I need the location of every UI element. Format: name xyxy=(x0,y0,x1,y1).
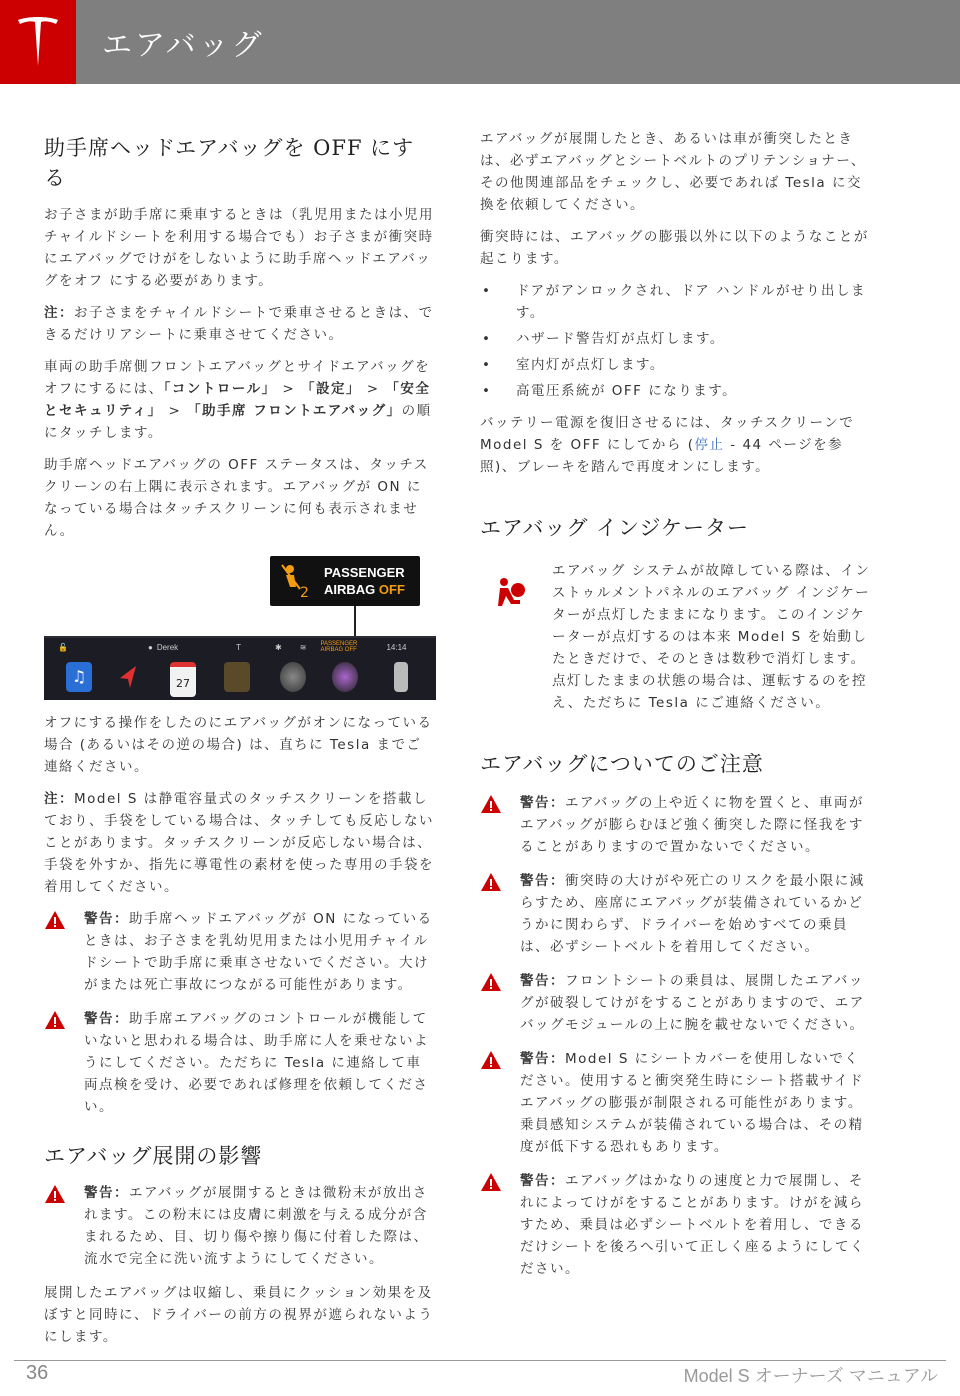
callout-pointer xyxy=(354,606,356,638)
paragraph: オフにする操作をしたのにエアバッグがオンになっている場合 (あるいはその逆の場合) は、直ちに Tesla までご連絡ください。 xyxy=(44,715,433,775)
section-heading-deployment-effects: エアバッグ展開の影響 xyxy=(44,1144,263,1168)
bluetooth-icon: ✱ xyxy=(275,642,282,652)
note xyxy=(44,302,436,346)
collision-effects-list xyxy=(480,280,872,402)
menu-passenger-airbag: 「助手席 フロントエアバッグ」 xyxy=(187,403,402,419)
warning-text xyxy=(520,870,872,958)
warning-block xyxy=(44,1182,436,1270)
callout-label xyxy=(324,564,405,598)
list-item xyxy=(480,354,872,376)
touchscreen-bar xyxy=(44,636,436,700)
svg-text:2: 2 xyxy=(300,585,309,601)
callout-line-1: PASSENGER xyxy=(324,565,405,580)
passenger-airbag-off-icon xyxy=(278,561,318,601)
warning-body: Model S にシートカバーを使用しないでください。使用すると衝突発生時にシート搭載サイド エアバッグの膨張が制限される可能性があります。乗員感知システムが装備されている場合は、その精度が低下する恐れもあります。 xyxy=(520,1051,865,1155)
note-label: 注： xyxy=(44,791,74,807)
warning-label: 警告： xyxy=(520,873,565,889)
note-text: Model S は静電容量式のタッチスクリーンを搭載しており、手袋をしている場合は、タッチしても反応しないことがあります。タッチスクリーンが反応しない場合は、手袋を外すか、指先に導電性の素材を使った専用の手袋を着用してください。 xyxy=(44,791,434,895)
list-item xyxy=(480,328,872,350)
status-bar xyxy=(44,638,436,656)
touchscreen-figure xyxy=(44,556,436,698)
footer-manual-title: Model S オーナーズ マニュアル xyxy=(683,1366,938,1386)
energy-app-icon xyxy=(224,662,250,692)
separator: > xyxy=(361,381,386,397)
warning-body: エアバッグが展開するときは微粉末が放出されます。この粉末には皮膚に刺激を与える成分が含まれるため、目、切り傷や擦り傷に付着した際は、流水で完全に洗い流すようにしてください。 xyxy=(84,1185,429,1267)
warning-text xyxy=(520,1048,872,1158)
wifi-icon: ≋ xyxy=(299,642,307,652)
page-number: 36 xyxy=(26,1362,49,1384)
section-heading-airbag-cautions: エアバッグについてのご注意 xyxy=(480,752,764,776)
menu-safety-security: 「安全とセキュリティ」 xyxy=(44,381,431,419)
text: - 44 ページを参照)、ブレーキを踏んで再度オンにします。 xyxy=(480,437,844,475)
tesla-logo-icon xyxy=(14,14,62,70)
warning-triangle-icon xyxy=(44,1184,66,1204)
warning-block xyxy=(480,1048,872,1158)
warning-label: 警告： xyxy=(520,1051,565,1067)
warning-text xyxy=(520,792,872,858)
warning-label: 警告： xyxy=(520,1173,565,1189)
warning-label: 警告： xyxy=(84,911,129,927)
airbag-indicator-icon xyxy=(494,576,528,610)
callout-line-2 xyxy=(324,581,405,598)
warning-triangle-icon xyxy=(480,872,502,892)
bullet-icon: • xyxy=(482,357,492,373)
left-column xyxy=(44,120,436,1358)
section-heading-airbag-off: 助手席ヘッドエアバッグを OFF にする xyxy=(44,136,415,190)
indicator-block xyxy=(480,560,872,714)
page-header xyxy=(0,0,960,84)
tesla-logo xyxy=(0,0,76,84)
tesla-menu-icon: T xyxy=(236,642,242,652)
list-item-text: 室内灯が点灯します。 xyxy=(516,357,665,373)
warning-block xyxy=(480,1170,872,1280)
separator: > xyxy=(162,403,188,419)
warning-body: 助手席エアバッグのコントロールが機能していないと思われる場合は、助手席に人を乗せないようにしてください。ただちに Tesla に連絡して車両点検を受け、必要であれば修理を依頼してください。 xyxy=(84,1011,429,1115)
bullet-icon: • xyxy=(482,283,492,299)
section-heading-airbag-indicator: エアバッグ インジケーター xyxy=(480,516,750,540)
warning-body: 助手席ヘッドエアバッグが ON になっているときは、お子さまを乳幼児用または小児用チャイルドシートで助手席に乗車させないでください。大けがまたは死亡事故につながる可能性があります。 xyxy=(84,911,433,993)
warning-text xyxy=(520,970,872,1036)
warning-block xyxy=(480,970,872,1036)
warning-triangle-icon xyxy=(480,1172,502,1192)
stop-link[interactable]: 停止 xyxy=(694,437,725,453)
paragraph: お子さまが助手席に乗車するときは（乳児用または小児用チャイルドシートを利用する場合でも）お子さまが衝突時にエアバッグでけがをしないように助手席ヘッドエアバッグをオフ にする必要があります。 xyxy=(44,207,434,289)
right-column xyxy=(480,128,872,1292)
footer-divider xyxy=(14,1360,946,1361)
airbag-off-callout xyxy=(270,556,420,606)
text: 車両の助手席側フロントエアバッグとサイドエアバッグをオフにするには、 xyxy=(44,359,431,397)
paragraph: エアバッグ システムが故障している際は、インストゥルメントパネルのエアバッグ インジケーターが点灯したままになります。このインジケーターが点灯するのは本来 Model S を始動したときだけで、そのときは数秒で消灯します。点灯したままの状態の場合は、運転するのを控え、ただちに Tesla にご連絡ください。 xyxy=(552,563,871,711)
clock: 14:14 xyxy=(386,642,407,652)
menu-settings: 「設定」 xyxy=(301,381,361,397)
warning-label: 警告： xyxy=(520,795,565,811)
page-title: エアバッグ xyxy=(102,28,265,63)
warning-label: 警告： xyxy=(520,973,565,989)
warning-block xyxy=(44,1008,436,1118)
note-label: 注： xyxy=(44,305,74,321)
list-item-text: ドアがアンロックされ、ドア ハンドルがせり出します。 xyxy=(516,283,866,321)
warning-body: フロントシートの乗員は、展開したエアバッグが破裂してけがをすることがありますので、エアバッグモジュールの上に腕を載せないでください。 xyxy=(520,973,865,1033)
warning-triangle-icon xyxy=(480,794,502,814)
paragraph-restore-power xyxy=(480,412,872,478)
text: の順にタッチします。 xyxy=(44,403,432,441)
paragraph: エアバッグが展開したとき、あるいは車が衝突したときは、必ずエアバッグとシートベルトのプリテンショナー、その他関連部品をチェックし、必要であれば Tesla に交換を依頼してください。 xyxy=(480,131,866,213)
warning-body: エアバッグの上や近くに物を置くと、車両がエアバッグが膨らむほど強く衝突した際に怪我をすることがありますので置かないでください。 xyxy=(520,795,864,855)
callout-off: OFF xyxy=(378,582,405,597)
airbag-status-badge: PASSENGER AIRBAG OFF xyxy=(320,641,358,653)
lock-icon: 🔓 xyxy=(58,642,68,652)
warning-body: エアバッグはかなりの速度と力で展開し、それによってけがをすることがあります。けがを減らすため、乗員は必ずシートベルトを着用し、できるだけシートを後ろへ引いて正しく座るようにしてください。 xyxy=(520,1173,865,1277)
text: バッテリー電源を復旧させるには、タッチスクリーンで Model S を OFF にしてから ( xyxy=(480,415,855,453)
paragraph: 展開したエアバッグは収縮し、乗員にクッション効果を及ぼすと同時に、ドライバーの前方の視界が遮られないようにします。 xyxy=(44,1285,434,1345)
list-item-text: ハザード警告灯が点灯します。 xyxy=(516,331,725,347)
web-app-icon xyxy=(280,662,306,692)
note-text: お子さまをチャイルドシートで乗車させるときは、できるだけリアシートに乗車させてください。 xyxy=(44,305,434,343)
warning-label: 警告： xyxy=(84,1011,129,1027)
warning-triangle-icon xyxy=(44,910,66,930)
warning-text xyxy=(84,1008,436,1118)
media-app-icon: ♫ xyxy=(66,662,92,692)
user-icon: ● xyxy=(147,642,153,652)
separator: > xyxy=(276,381,301,397)
camera-app-icon xyxy=(332,662,358,692)
menu-controls: 「コントロール」 xyxy=(163,381,277,397)
paragraph: 衝突時には、エアバッグの膨張以外に以下のようなことが起こります。 xyxy=(480,229,869,267)
paragraph: 助手席ヘッドエアバッグの OFF ステータスは、タッチスクリーンの右上隅に表示されます。エアバッグが ON になっている場合はタッチスクリーンに何も表示されません。 xyxy=(44,457,429,539)
warning-block xyxy=(480,792,872,858)
phone-app-icon xyxy=(394,662,408,692)
warning-triangle-icon xyxy=(480,972,502,992)
warning-body: 衝突時の大けがや死亡のリスクを最小限に減らすため、座席にエアバッグが装備されているかどうかに関わらず、ドライバーを始めすべての乗員は、必ずシートベルトを着用してください。 xyxy=(520,873,865,955)
paragraph-menu-path xyxy=(44,356,436,444)
bullet-icon: • xyxy=(482,331,492,347)
warning-label: 警告： xyxy=(84,1185,129,1201)
warning-text xyxy=(84,908,436,996)
warning-block xyxy=(44,908,436,996)
warning-block xyxy=(480,870,872,958)
calendar-app-icon xyxy=(170,662,196,697)
navigation-app-icon xyxy=(116,662,142,692)
note xyxy=(44,788,436,898)
list-item xyxy=(480,280,872,324)
warning-triangle-icon xyxy=(480,1050,502,1070)
callout-airbag: AIRBAG xyxy=(324,582,379,597)
list-item-text: 高電圧系統が OFF になります。 xyxy=(516,383,738,399)
bullet-icon: • xyxy=(482,383,492,399)
warning-triangle-icon xyxy=(44,1010,66,1030)
calendar-date: 27 xyxy=(176,677,190,690)
driver-profile: Derek xyxy=(156,642,179,652)
list-item xyxy=(480,380,872,402)
warning-text xyxy=(84,1182,436,1270)
warning-text xyxy=(520,1170,872,1280)
